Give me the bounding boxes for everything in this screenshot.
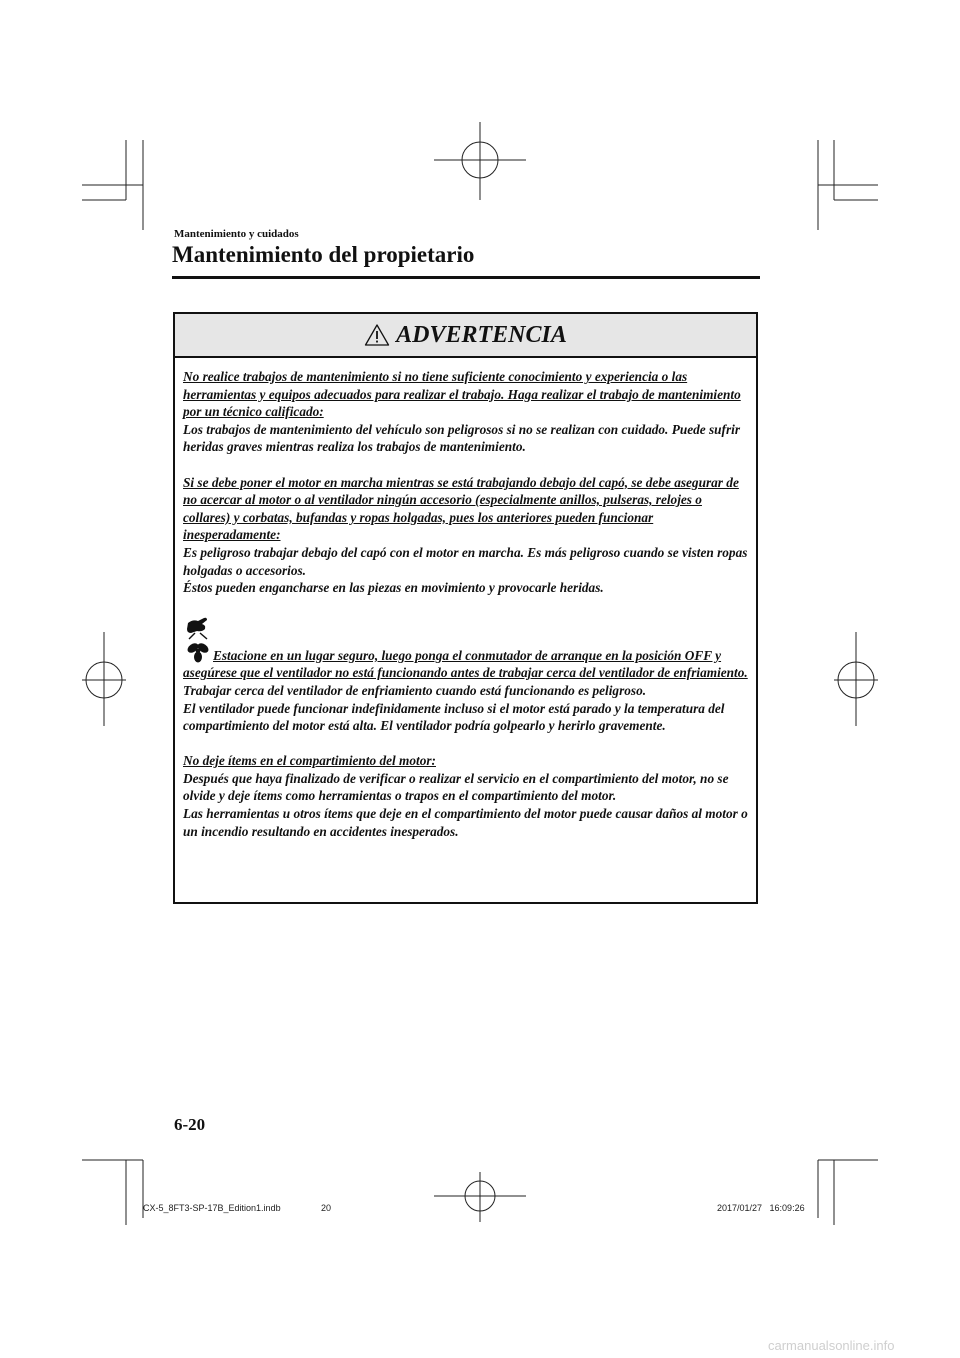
warning-heading: Si se debe poner el motor en marcha mientras se está trabajando debajo del capó, se debe asegurar de no acercar al motor o al ventilador ningún accesorio (especialmente anillos, pulseras, relojes o collares) y corbatas, bufandas y ropas holgadas, pues los anteriores pueden funcionar inesperadamente:	[183, 474, 739, 543]
warning-paragraph	[183, 752, 749, 840]
warning-header	[175, 314, 756, 358]
footer-file-name: CX-5_8FT3-SP-17B_Edition1.indb	[143, 1203, 281, 1213]
warning-text: Los trabajos de mantenimiento del vehículo son peligrosos si no se realizan con cuidado. Puede sufrir heridas graves mientras realiza los trabajos de mantenimiento.	[183, 421, 741, 455]
page-title: Mantenimiento del propietario	[172, 242, 475, 267]
warning-paragraph	[183, 368, 749, 456]
warning-text: Trabajar cerca del ventilador de enfriamiento cuando está funcionando es peligroso. El ventilador puede funcionar indefinidamente incluso si el motor está parado y la temperatura del compartimiento del motor está alta. El ventilador podría golpearlo y herirlo gravemente.	[183, 682, 725, 734]
warning-text: Es peligroso trabajar debajo del capó con el motor en marcha. Es más peligroso cuando se visten ropas holgadas o accesorios. Éstos pueden engancharse en las piezas en movimiento y provocarle heridas.	[183, 544, 748, 596]
warning-title: ADVERTENCIA	[396, 321, 567, 348]
warning-heading: Estacione en un lugar seguro, luego ponga el conmutador de arranque en la posición OFF y asegúrese que el ventilador no está funcionando antes de trabajar cerca del ventilador de enfriamiento.	[183, 647, 748, 681]
footer-timestamp: 2017/01/27 16:09:26	[717, 1203, 805, 1213]
title-divider	[172, 276, 760, 279]
warning-body	[175, 358, 756, 840]
warning-heading: No deje ítems en el compartimiento del motor:	[183, 753, 436, 769]
page-number: 6-20	[174, 1115, 206, 1134]
warning-heading: No realice trabajos de mantenimiento si no tiene suficiente conocimiento y experiencia o las herramientas y equipos adecuados para realizar el trabajo. Haga realizar el trabajo de mantenimiento por un técnico calificado:	[183, 369, 741, 420]
footer-file-page: 20	[321, 1203, 332, 1213]
watermark: carmanualsonline.info	[768, 1338, 895, 1353]
warning-triangle-icon	[364, 323, 390, 347]
warning-box	[173, 312, 758, 904]
warning-text: Después que haya finalizado de verificar o realizar el servicio en el compartimiento del motor, no se olvide y deje ítems como herramientas o trapos en el compartimiento del motor. Las herramientas u otros ítems que deje en el compartimiento del motor puede causar daños al motor o un incendio resultando en accidentes inesperados.	[183, 770, 748, 839]
warning-paragraph	[183, 474, 749, 597]
warning-paragraph	[183, 617, 749, 735]
section-label: Mantenimiento y cuidados	[174, 228, 299, 240]
